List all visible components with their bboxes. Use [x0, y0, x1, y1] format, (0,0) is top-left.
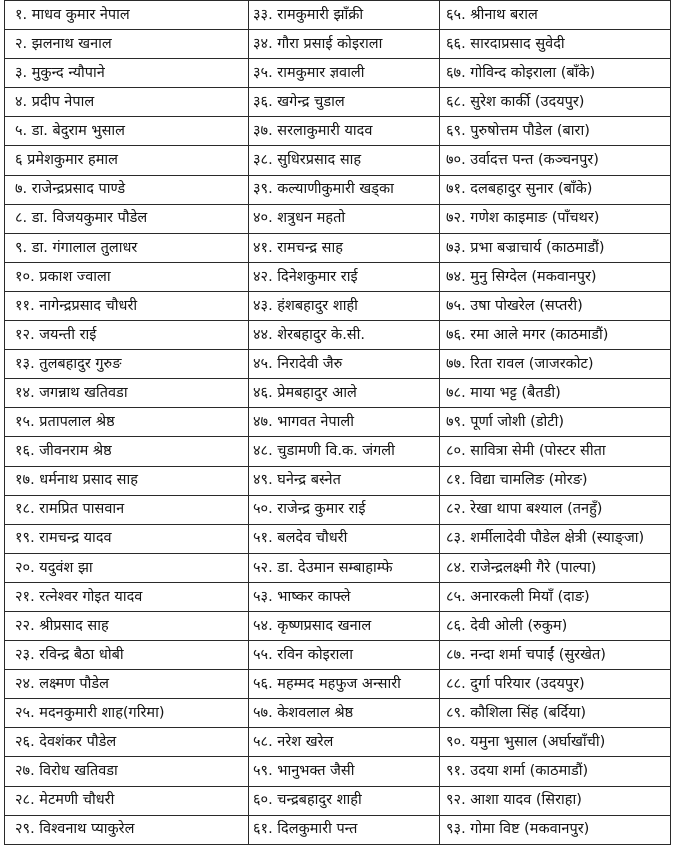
table-row — [5, 117, 671, 146]
table-cell: ४३. हंशबहादुर शाही — [249, 291, 440, 320]
table-cell: ४८. चुडामणी वि.क. जंगली — [249, 437, 440, 466]
table-cell: ३. मुकुन्द न्यौपाने — [5, 59, 249, 88]
table-cell: ८१. विद्या चामलिङ (मोरङ) — [440, 466, 671, 495]
table-cell: ५०. राजेन्द्र कुमार राई — [249, 495, 440, 524]
table-cell: ४७. भागवत नेपाली — [249, 408, 440, 437]
table-cell: ७३. प्रभा बज्राचार्य (काठमाडौं) — [440, 233, 671, 262]
table-row — [5, 495, 671, 524]
table-cell: ३३. रामकुमारी झाँक्री — [249, 1, 440, 30]
table-row — [5, 466, 671, 495]
table-cell: ५३. भाष्कर काफ्ले — [249, 582, 440, 611]
table-cell: ७७. रिता रावल (जाजरकोट) — [440, 350, 671, 379]
table-cell: २२. श्रीप्रसाद साह — [5, 611, 249, 640]
table-cell: ८८. दुर्गा परियार (उदयपुर) — [440, 670, 671, 699]
table-row — [5, 524, 671, 553]
table-cell: ७. राजेन्द्रप्रसाद पाण्डे — [5, 175, 249, 204]
table-cell: ६ प्रमेशकुमार हमाल — [5, 146, 249, 175]
table-cell: १५. प्रतापलाल श्रेष्ठ — [5, 408, 249, 437]
table-row — [5, 146, 671, 175]
table-cell: ४४. शेरबहादुर के.सी. — [249, 321, 440, 350]
table-row — [5, 437, 671, 466]
table-cell: १२. जयन्ती राई — [5, 321, 249, 350]
table-cell: ६९. पुरुषोत्तम पौडेल (बारा) — [440, 117, 671, 146]
table-cell: १६. जीवनराम श्रेष्ठ — [5, 437, 249, 466]
table-cell: ४५. निरादेवी जैरु — [249, 350, 440, 379]
table-cell: ४९. घनेन्द्र बस्नेत — [249, 466, 440, 495]
table-cell: ५२. डा. देउमान सम्बाहाम्फे — [249, 553, 440, 582]
table-cell: २. झलनाथ खनाल — [5, 30, 249, 59]
table-cell: ८०. सावित्रा सेमी (पोस्टर सीता — [440, 437, 671, 466]
table-cell: ५९. भानुभक्त जैसी — [249, 757, 440, 786]
table-cell: १८. रामप्रित पासवान — [5, 495, 249, 524]
table-cell: ५१. बलदेव चौधरी — [249, 524, 440, 553]
table-cell: ९२. आशा यादव (सिराहा) — [440, 786, 671, 815]
table-cell: ३८. सुधिरप्रसाद साह — [249, 146, 440, 175]
names-table-body — [5, 1, 671, 845]
table-cell: १. माधव कुमार नेपाल — [5, 1, 249, 30]
table-row — [5, 175, 671, 204]
table-cell: २०. यदुवंश झा — [5, 553, 249, 582]
table-cell: ७९. पूर्णा जोशी (डोटी) — [440, 408, 671, 437]
table-cell: १९. रामचन्द्र यादव — [5, 524, 249, 553]
table-cell: ८६. देवी ओली (रुकुम) — [440, 611, 671, 640]
table-row — [5, 291, 671, 320]
table-cell: ४०. शत्रुधन महतो — [249, 204, 440, 233]
table-cell: ४२. दिनेशकुमार राई — [249, 262, 440, 291]
table-cell: ८५. अनारकली मियाँ (दाङ) — [440, 582, 671, 611]
table-row — [5, 321, 671, 350]
table-row — [5, 379, 671, 408]
table-row — [5, 233, 671, 262]
table-row — [5, 204, 671, 233]
table-cell: ७२. गणेश काइमाङ (पाँचथर) — [440, 204, 671, 233]
table-row — [5, 699, 671, 728]
table-cell: २५. मदनकुमारी शाह(गरिमा) — [5, 699, 249, 728]
table-cell: ३६. खगेन्द्र चुडाल — [249, 88, 440, 117]
table-row — [5, 262, 671, 291]
table-cell: ६७. गोविन्द कोइराला (बाँके) — [440, 59, 671, 88]
table-cell: ६०. चन्द्रबहादुर शाही — [249, 786, 440, 815]
table-cell: २८. मेटमणी चौधरी — [5, 786, 249, 815]
table-cell: २४. लक्ष्मण पौडेल — [5, 670, 249, 699]
table-cell: २१. रत्नेश्वर गोइत यादव — [5, 582, 249, 611]
table-cell: १०. प्रकाश ज्वाला — [5, 262, 249, 291]
table-cell: ८९. कौशिला सिंह (बर्दिया) — [440, 699, 671, 728]
table-row — [5, 815, 671, 844]
table-cell: ५६. महम्मद महफुज अन्सारी — [249, 670, 440, 699]
table-cell: ६१. दिलकुमारी पन्त — [249, 815, 440, 844]
table-cell: ७१. दलबहादुर सुनार (बाँके) — [440, 175, 671, 204]
table-cell: ५८. नरेश खरेल — [249, 728, 440, 757]
table-cell: १४. जगन्नाथ खतिवडा — [5, 379, 249, 408]
table-row — [5, 728, 671, 757]
table-cell: ८३. शर्मीलादेवी पौडेल क्षेत्री (स्याङ्जा) — [440, 524, 671, 553]
table-cell: ५७. केशवलाल श्रेष्ठ — [249, 699, 440, 728]
table-cell: ५४. कृष्णप्रसाद खनाल — [249, 611, 440, 640]
table-row — [5, 582, 671, 611]
names-table — [4, 0, 671, 845]
table-row — [5, 757, 671, 786]
table-cell: ३७. सरलाकुमारी यादव — [249, 117, 440, 146]
table-row — [5, 408, 671, 437]
table-cell: ३५. रामकुमार ज्ञवाली — [249, 59, 440, 88]
table-cell: ८४. राजेन्द्रलक्ष्मी गैरे (पाल्पा) — [440, 553, 671, 582]
table-row — [5, 1, 671, 30]
table-cell: ८२. रेखा थापा बश्याल (तनहुँ) — [440, 495, 671, 524]
table-cell: २३. रविन्द्र बैठा धोबी — [5, 641, 249, 670]
table-row — [5, 350, 671, 379]
table-row — [5, 88, 671, 117]
table-cell: ५. डा. बेदुराम भुसाल — [5, 117, 249, 146]
table-cell: ९३. गोमा विष्ट (मकवानपुर) — [440, 815, 671, 844]
table-cell: २९. विश्वनाथ प्याकुरेल — [5, 815, 249, 844]
table-cell: ९१. उदया शर्मा (काठमाडौं) — [440, 757, 671, 786]
table-cell: ७०. उर्वादत्त पन्त (कञ्चनपुर) — [440, 146, 671, 175]
table-row — [5, 641, 671, 670]
table-cell: ७६. रमा आले मगर (काठमाडौं) — [440, 321, 671, 350]
table-row — [5, 670, 671, 699]
table-cell: ८७. नन्दा शर्मा चपाईं (सुरखेत) — [440, 641, 671, 670]
table-cell: ९०. यमुना भुसाल (अर्घाखाँची) — [440, 728, 671, 757]
table-row — [5, 30, 671, 59]
table-cell: ७८. माया भट्ट (बैतडी) — [440, 379, 671, 408]
table-cell: २७. विरोध खतिवडा — [5, 757, 249, 786]
table-cell: २६. देवशंकर पौडेल — [5, 728, 249, 757]
table-cell: ६५. श्रीनाथ बराल — [440, 1, 671, 30]
table-cell: ११. नागेन्द्रप्रसाद चौधरी — [5, 291, 249, 320]
table-cell: ४. प्रदीप नेपाल — [5, 88, 249, 117]
table-cell: ६८. सुरेश कार्की (उदयपुर) — [440, 88, 671, 117]
table-cell: १३. तुलबहादुर गुरुङ — [5, 350, 249, 379]
table-cell: ९. डा. गंगालाल तुलाधर — [5, 233, 249, 262]
table-cell: ६६. सारदाप्रसाद सुवेदी — [440, 30, 671, 59]
table-row — [5, 611, 671, 640]
table-cell: ३४. गौरा प्रसाई कोइराला — [249, 30, 440, 59]
table-cell: १७. धर्मनाथ प्रसाद साह — [5, 466, 249, 495]
table-cell: ३९. कल्याणीकुमारी खड्का — [249, 175, 440, 204]
table-cell: ५५. रविन कोइराला — [249, 641, 440, 670]
table-cell: ८. डा. विजयकुमार पौडेल — [5, 204, 249, 233]
table-cell: ७४. मुनु सिग्देल (मकवानपुर) — [440, 262, 671, 291]
table-row — [5, 786, 671, 815]
table-cell: ४१. रामचन्द्र साह — [249, 233, 440, 262]
table-row — [5, 553, 671, 582]
table-cell: ४६. प्रेमबहादुर आले — [249, 379, 440, 408]
table-row — [5, 59, 671, 88]
table-cell: ७५. उषा पोखरेल (सप्तरी) — [440, 291, 671, 320]
